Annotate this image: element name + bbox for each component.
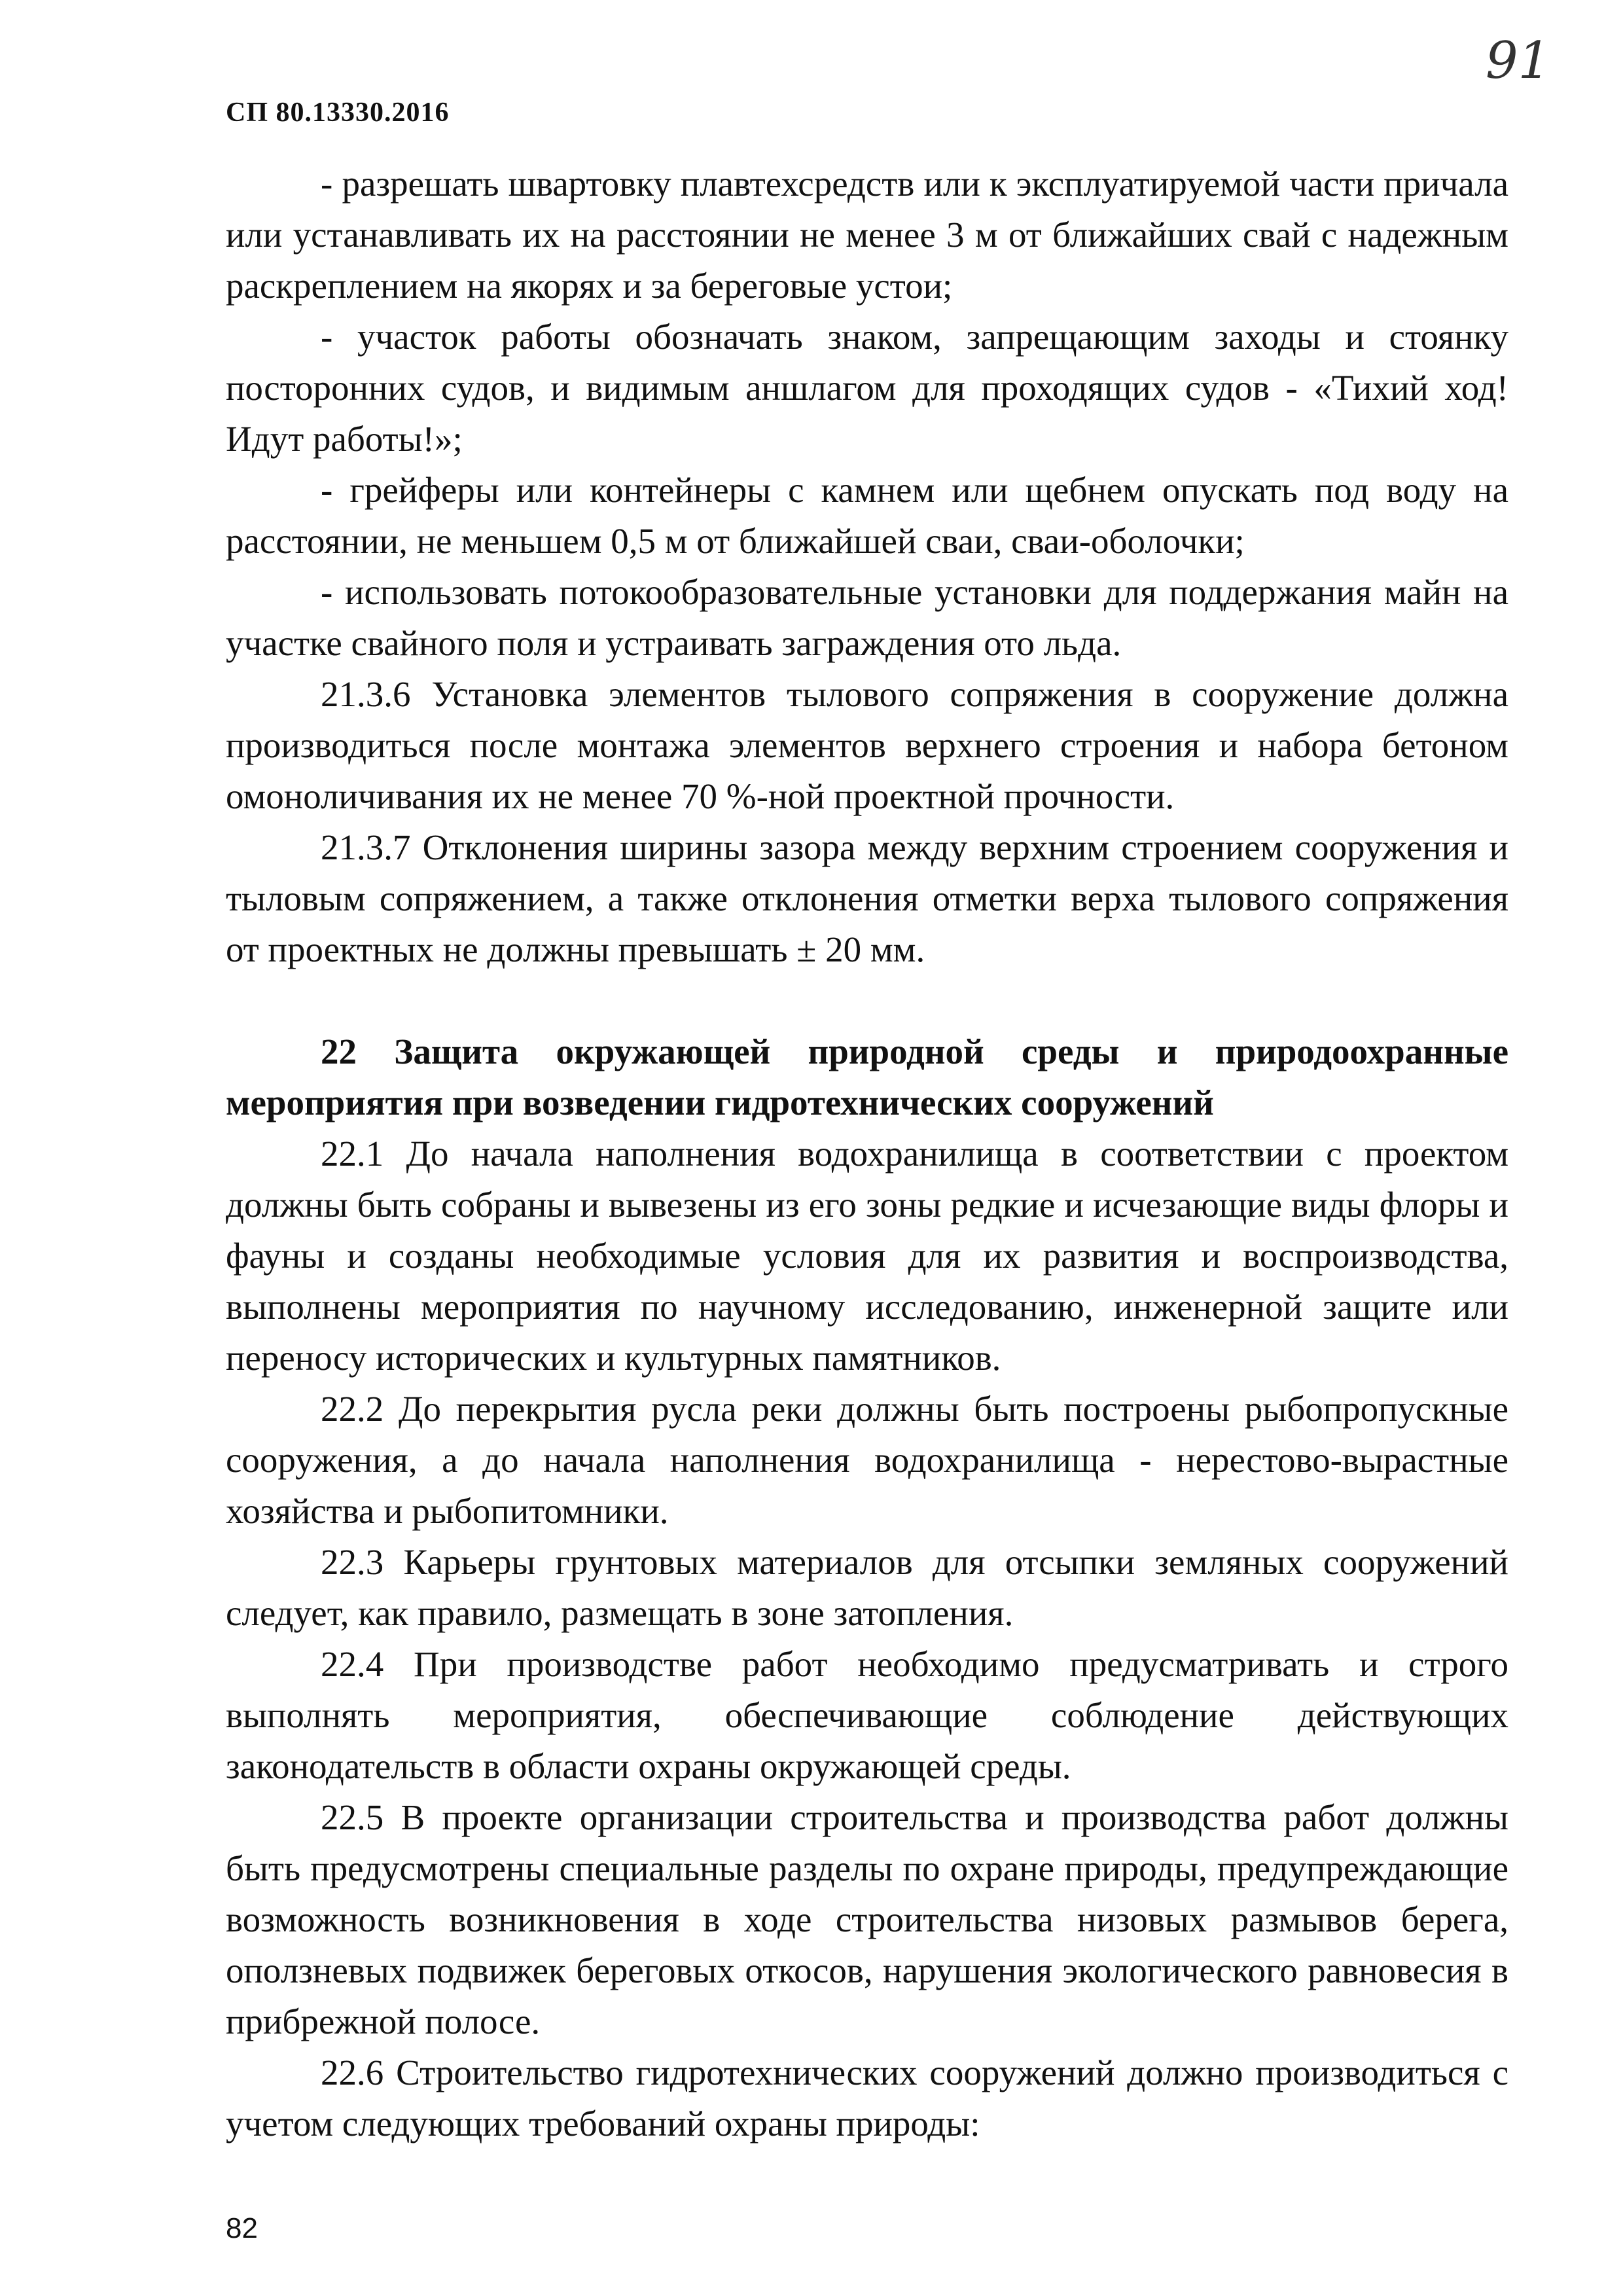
clause-21-3-6: 21.3.6 Установка элементов тылового сопряжения в сооружение должна производиться после монтажа элементов верхнего строения и набора бетоном омоноличивания их не менее 70 %-ной проектной прочности.	[226, 674, 1508, 816]
clause-22-6: 22.6 Строительство гидротехнических сооружений должно производиться с учетом следующих требований охраны природы:	[226, 2053, 1508, 2144]
document-code: СП 80.13330.2016	[226, 98, 450, 128]
clause-22-5: 22.5 В проекте организации строительства и производства работ должны быть предусмотрены специальные разделы по охране природы, предупреждающие возможность возникновения в ходе строительства низовых размывов берега, оползневых подвижек береговых откосов, нарушения экологического равновесия в прибрежной полосе.	[226, 1797, 1508, 2041]
page-number: 82	[226, 2212, 258, 2244]
page-body	[226, 158, 1508, 2149]
list-item: - участок работы обозначать знаком, запрещающим заходы и стоянку посторонних судов, и видимым аншлагом для проходящих судов - «Тихий ход! Идут работы!»;	[226, 317, 1508, 459]
clause-22-3: 22.3 Карьеры грунтовых материалов для отсыпки земляных сооружений следует, как правило, размещать в зоне затопления.	[226, 1542, 1508, 1633]
clause-22-2: 22.2 До перекрытия русла реки должны быть построены рыбопропускные сооружения, а до начала наполнения водохранилища - нерестово-вырастные хозяйства и рыбопитомники.	[226, 1389, 1508, 1531]
clause-21-3-7: 21.3.7 Отклонения ширины зазора между верхним строением сооружения и тыловым сопряжением, а также отклонения отметки верха тылового сопряжения от проектных не должны превышать ± 20 мм.	[226, 827, 1508, 969]
clause-22-1: 22.1 До начала наполнения водохранилища в соответствии с проектом должны быть собраны и вывезены из его зоны редкие и исчезающие виды флоры и фауны и созданы необходимые условия для их развития и воспроизводства, выполнены мероприятия по научному исследованию, инженерной защите или переносу исторических и культурных памятников.	[226, 1134, 1508, 1378]
clause-22-4: 22.4 При производстве работ необходимо предусматривать и строго выполнять мероприятия, обеспечивающие соблюдение действующих законодательств в области охраны окружающей среды.	[226, 1644, 1508, 1786]
section-heading: 22 Защита окружающей природной среды и природоохранные мероприятия при возведении гидротехнических сооружений	[226, 1031, 1508, 1122]
section-spacer	[226, 975, 1508, 1026]
list-item: - грейферы или контейнеры с камнем или щебнем опускать под воду на расстоянии, не меньшем 0,5 м от ближайшей сваи, сваи-оболочки;	[226, 470, 1508, 561]
handwritten-page-number: 91	[1486, 31, 1551, 90]
list-item: - разрешать швартовку плавтехсредств или к эксплуатируемой части причала или устанавливать их на расстоянии не менее 3 м от ближайших свай с надежным раскреплением на якорях и за береговые устои;	[226, 164, 1508, 306]
list-item: - использовать потокообразовательные установки для поддержания майн на участке свайного поля и устраивать заграждения ото льда.	[226, 572, 1508, 663]
